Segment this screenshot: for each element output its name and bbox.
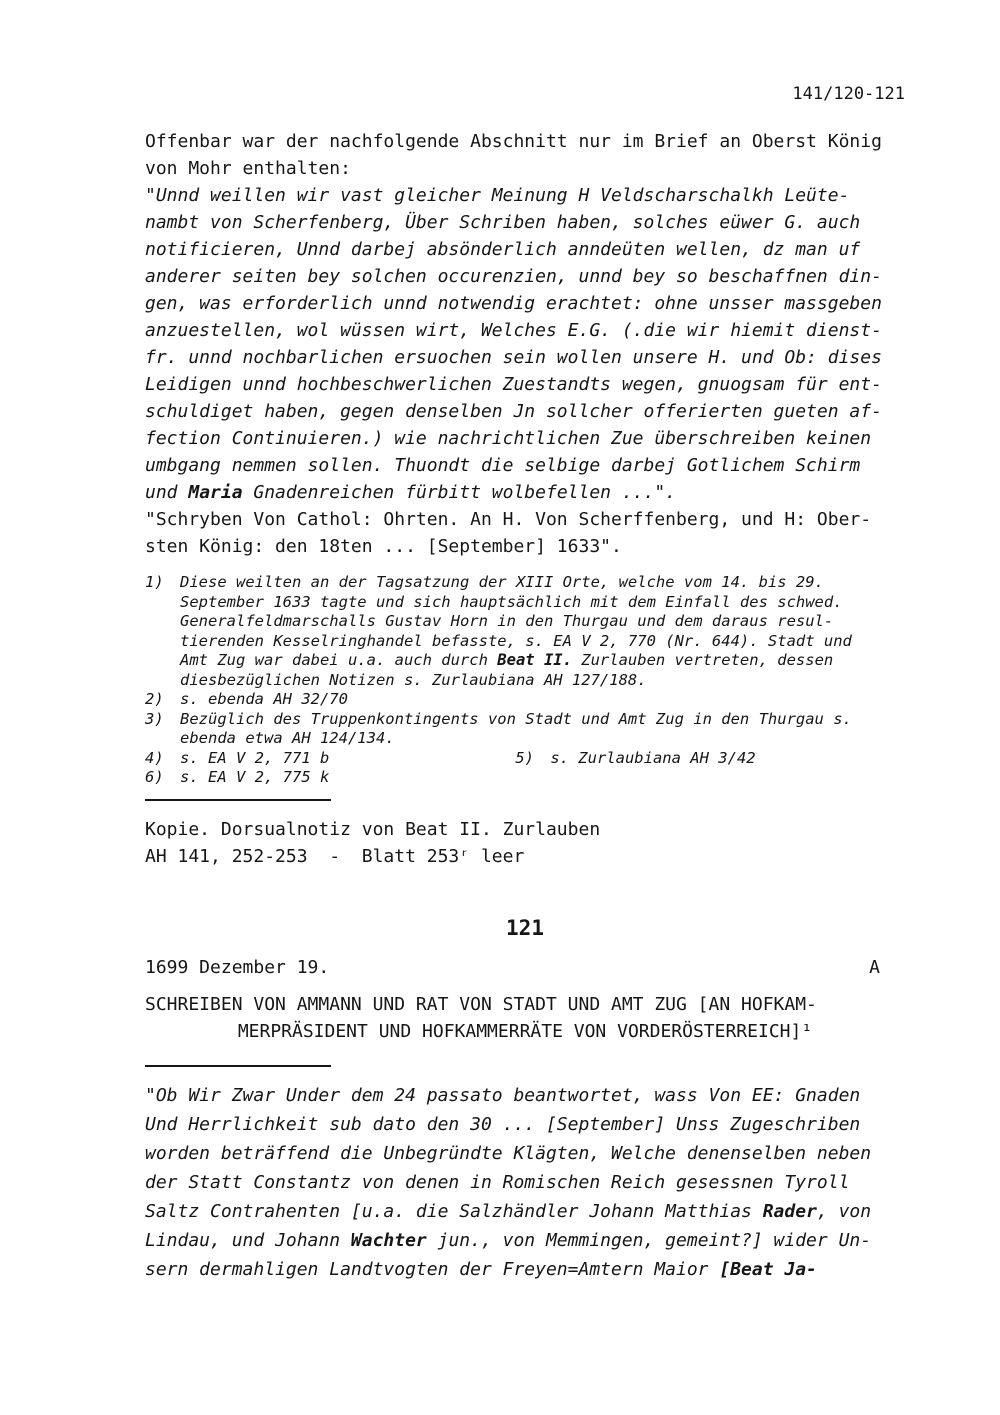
text-line: fection Continuieren.) wie nachrichtlichen Zue überschreiben keinen	[145, 428, 872, 449]
text-line: Und Herrlichkeit sub dato den 30 ... [September] Unss Zugeschriben	[145, 1113, 861, 1135]
corner-letter: A	[869, 956, 880, 978]
footnote-row	[145, 768, 905, 788]
footnote-line: Generalfeldmarschalls Gustav Horn in den Thurgau und dem daraus resul-	[180, 612, 834, 630]
footnote-line: diesbezüglichen Notizen s. Zurlaubiana AH 127/188.	[180, 670, 647, 689]
footnotes-block	[145, 573, 905, 788]
footnote	[145, 749, 329, 769]
text-line: gen, was erforderlich unnd notwendig erachtet: ohne unsser massgeben	[145, 293, 882, 314]
footnote-line: tierenden Kesselringhandel befasste, s. EA V 2, 770 (Nr. 644). Stadt und	[180, 631, 852, 650]
footnote-line: ebenda etwa AH 124/134.	[180, 729, 395, 747]
document-entry-121	[145, 914, 905, 1284]
text-line: "Ob Wir Zwar Under dem 24 passato beantwortet, wass Von EE: Gnaden	[145, 1084, 861, 1106]
footnote-line: s. Zurlaubiana AH 3/42	[550, 748, 756, 767]
footnote-number: 5)	[515, 748, 534, 767]
text-line: Saltz Contrahenten [u.a. die Salzhändler Johann Matthias Rader, von	[145, 1200, 872, 1222]
footnote	[145, 690, 348, 710]
text-line: fr. unnd nochbarlichen ersuochen sein wollen unsere H. und Ob: dises	[145, 347, 882, 368]
text-line: schuldiget haben, gegen denselben Jn sollcher offerierten gueten af-	[145, 401, 882, 422]
text-line: und Maria Gnadenreichen fürbitt wolbefellen ...".	[145, 482, 677, 503]
text-line: Leidigen unnd hochbeschwerlichen Zuestandts wegen, gnuogsam für ent-	[145, 374, 882, 395]
footnote-line: s. EA V 2, 775 k	[180, 768, 330, 786]
separator-rule	[145, 1065, 331, 1067]
text-line: Lindau, und Johann Wachter jun., von Memmingen, gemeint?] wider Un-	[145, 1229, 872, 1251]
text-line: Kopie. Dorsualnotiz von Beat II. Zurlauben	[145, 818, 601, 840]
footnote-row	[145, 749, 905, 769]
text-line: umbgang nemmen sollen. Thuondt die selbige darbej Gotlichem Schirm	[145, 455, 861, 476]
footnote	[145, 573, 852, 690]
text-line: notificieren, Unnd darbej absönderlich anndeüten wellen, dz man uf	[145, 239, 861, 260]
text-line: AH 141, 252-253 - Blatt 253ʳ leer	[145, 845, 525, 867]
footnote-text	[180, 749, 329, 769]
footnote-text	[180, 690, 348, 710]
footnote-text	[180, 768, 329, 788]
text-line: nambt von Scherfenberg, Über Schriben haben, solches eüwer G. auch	[145, 212, 861, 233]
kopie-source-note	[145, 816, 905, 870]
footnote-row	[145, 690, 905, 710]
text-line: Offenbar war der nachfolgende Abschnitt nur im Brief an Oberst König	[145, 131, 882, 152]
document-number: 121	[506, 915, 544, 940]
quoted-transcription-120	[145, 182, 905, 506]
text-line: sten König: den 18ten ... [September] 1633".	[145, 536, 622, 557]
footnote-row	[145, 710, 905, 749]
text-line: von Mohr enthalten:	[145, 158, 351, 179]
footnote	[515, 749, 755, 769]
footnote-number: 1)	[145, 573, 164, 591]
footnote-text	[180, 710, 852, 749]
separator-rule	[145, 799, 331, 801]
footnote-line: September 1633 tagte und sich hauptsächlich mit dem Einfall des schwed.	[180, 592, 843, 611]
footnote-number: 2)	[145, 690, 164, 708]
document-title	[145, 991, 905, 1045]
text-line: worden beträffend die Unbegründte Klägten, Welche denenselben neben	[145, 1142, 872, 1164]
text-line: sern dermahligen Landtvogten der Freyen=Amtern Maior [Beat Ja-	[145, 1258, 817, 1280]
footnote	[145, 768, 329, 788]
footnote-row	[145, 573, 905, 690]
footnote-number: 6)	[145, 768, 164, 786]
footnote	[145, 710, 852, 749]
footnote-number: 3)	[145, 709, 164, 728]
text-line: SCHREIBEN VON AMMANN UND RAT VON STADT UND AMT ZUG [AN HOFKAM-	[145, 993, 817, 1015]
footnote-line: Bezüglich des Truppenkontingents von Stadt und Amt Zug in den Thurgau s.	[180, 709, 852, 728]
footnote-line: s. EA V 2, 771 b	[180, 748, 330, 767]
text-line: "Unnd weillen wir vast gleicher Meinung H Veldscharschalkh Leüte-	[145, 185, 850, 206]
intro-paragraph	[145, 128, 905, 182]
footnote-line: Diese weilten an der Tagsatzung der XIII Orte, welche vom 14. bis 29.	[180, 573, 824, 591]
text-line: anzuestellen, wol wüssen wirt, Welches E.G. (.die wir hiemit dienst-	[145, 320, 882, 341]
footnote-line: Amt Zug war dabei u.a. auch durch Beat II. Zurlauben vertreten, dessen	[180, 651, 834, 669]
text-line: der Statt Constantz von denen in Romischen Reich gesessnen Tyroll	[145, 1171, 850, 1193]
footnote-text	[550, 749, 755, 769]
text-line: anderer seiten bey solchen occurenzien, unnd bey so beschaffnen din-	[145, 266, 882, 287]
footnote-number: 4)	[145, 748, 164, 767]
footnote-text	[180, 573, 852, 690]
archive-reference: 141/120-121	[792, 84, 905, 104]
text-line: MERPRÄSIDENT UND HOFKAMMERRÄTE VON VORDERÖSTERREICH]¹	[237, 1020, 813, 1042]
text-line: "Schryben Von Cathol: Ohrten. An H. Von Scherffenberg, und H: Ober-	[145, 509, 872, 530]
closing-note	[145, 506, 905, 560]
date-row	[145, 954, 905, 981]
footnote-line: s. ebenda AH 32/70	[180, 690, 348, 708]
quoted-transcription-121	[145, 1081, 905, 1284]
document-entry-120	[145, 128, 905, 870]
document-date: 1699 Dezember 19.	[145, 956, 330, 978]
